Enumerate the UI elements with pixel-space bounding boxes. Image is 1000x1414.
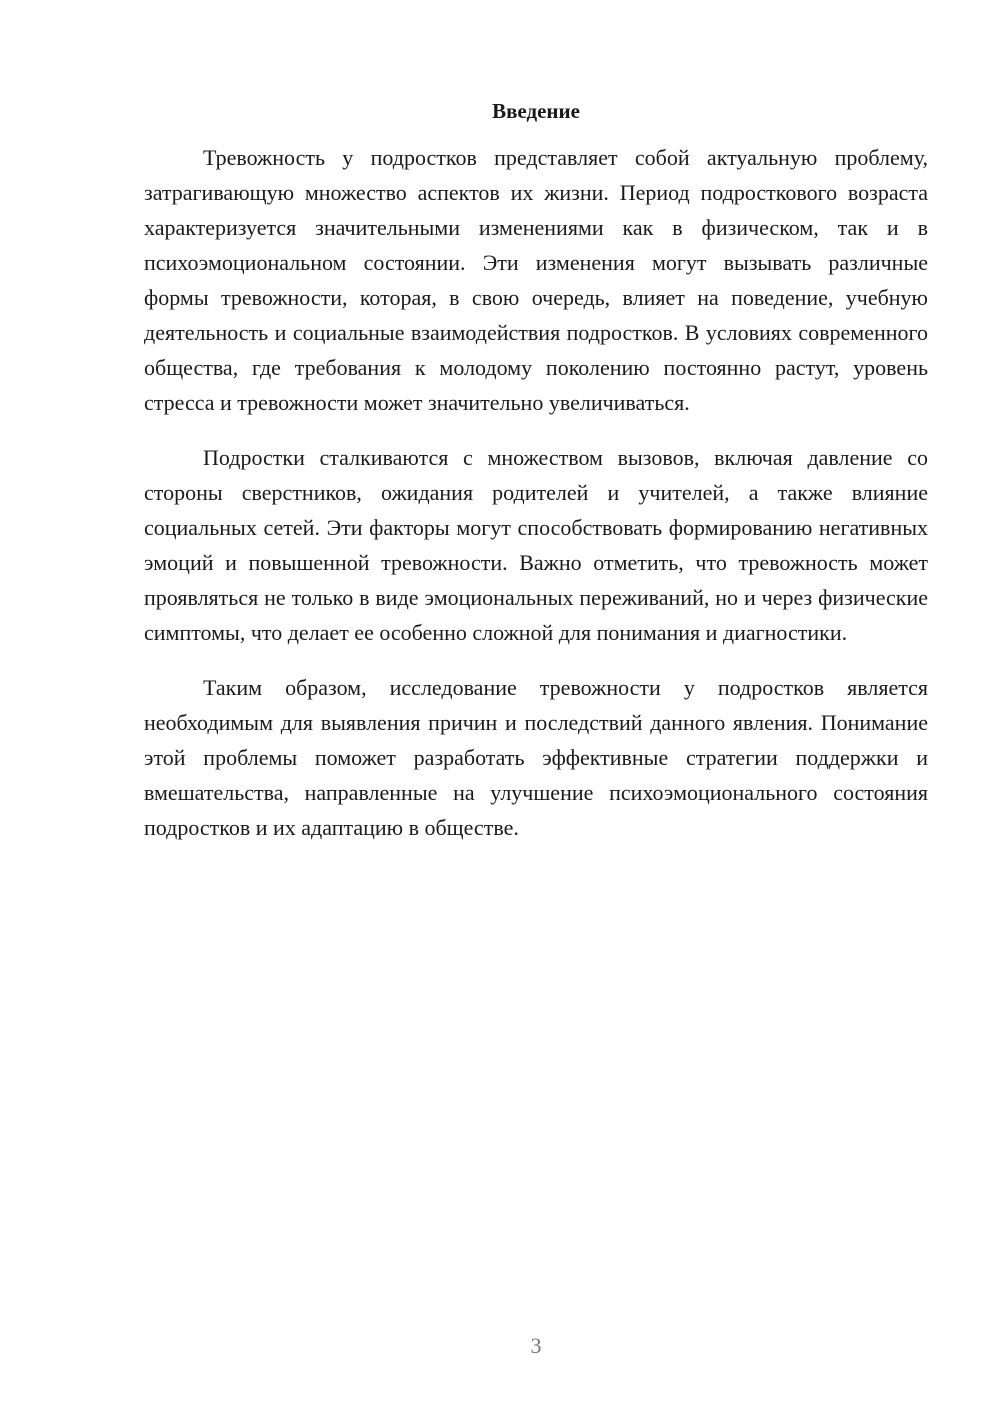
paragraph-1: Тревожность у подростков представляет собой актуальную проблему, затрагивающую множество аспектов их жизни. Период подросткового возраста характеризуется значительными изменениями как в физическом, так и в психоэмоциональном состоянии. Эти изменения могут вызывать различные формы тревожности, которая, в свою очередь, влияет на поведение, учебную деятельность и социальные взаимодействия подростков. В условиях современного общества, где требования к молодому поколению постоянно растут, уровень стресса и тревожности может значительно увеличиваться. xyxy=(144,145,928,415)
page-number: 3 xyxy=(530,1333,542,1358)
section-heading: Введение xyxy=(492,99,580,123)
document-body xyxy=(144,96,928,865)
paragraph-3: Таким образом, исследование тревожности у подростков является необходимым для выявления причин и последствий данного явления. Понимание этой проблемы поможет разработать эффективные стратегии поддержки и вмешательства, направленные на улучшение психоэмоционального состояния подростков и их адаптацию в обществе. xyxy=(144,675,928,840)
paragraph-2: Подростки сталкиваются с множеством вызовов, включая давление со стороны сверстников, ожидания родителей и учителей, а также влияние социальных сетей. Эти факторы могут способствовать формированию негативных эмоций и повышенной тревожности. Важно отметить, что тревожность может проявляться не только в виде эмоциональных переживаний, но и через физические симптомы, что делает ее особенно сложной для понимания и диагностики. xyxy=(144,445,928,645)
